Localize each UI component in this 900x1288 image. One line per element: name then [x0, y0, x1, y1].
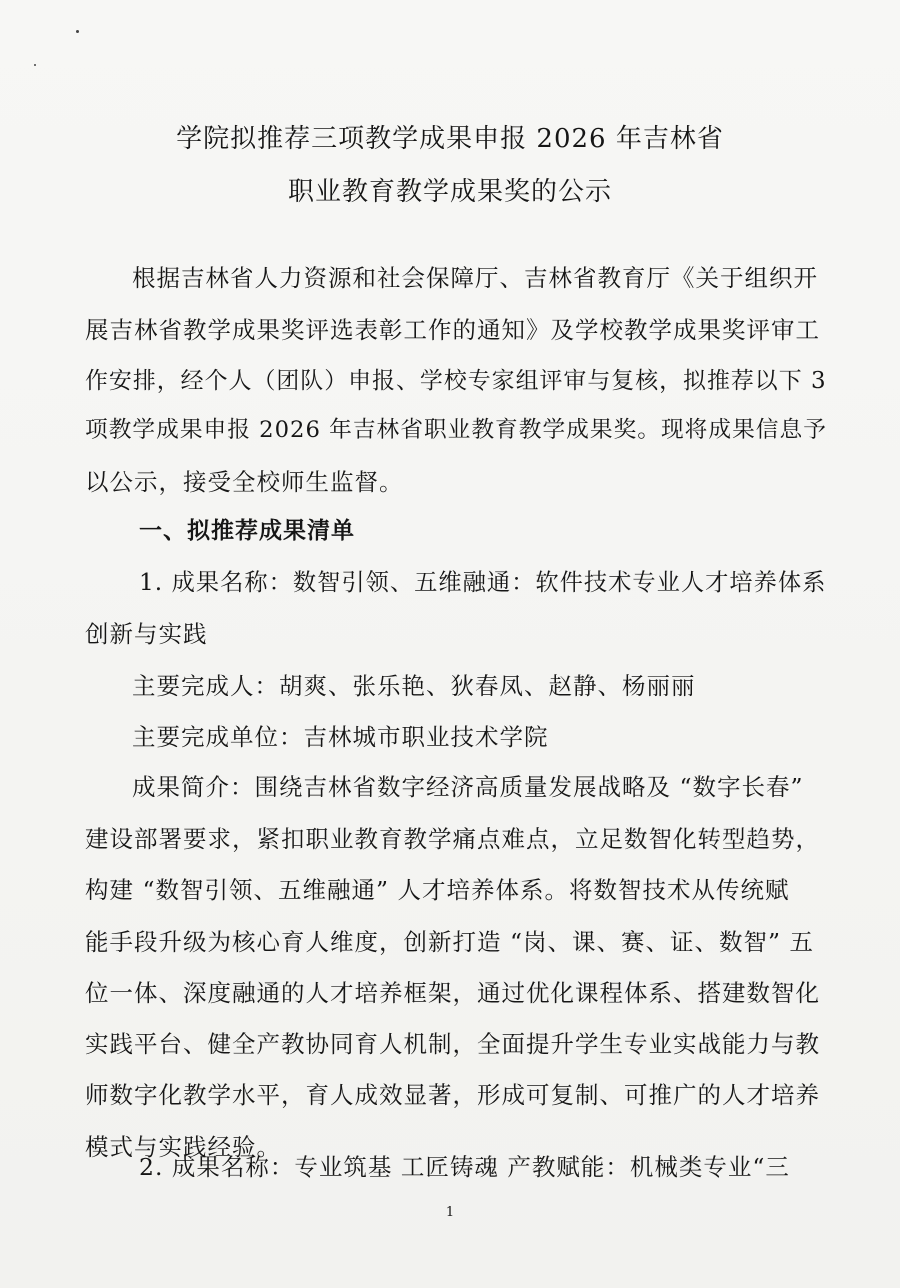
- document-title-line-1: 学院拟推荐三项教学成果申报 2026 年吉林省: [176, 124, 724, 154]
- scan-speck: [76, 30, 79, 33]
- intro-line: 根据吉林省人力资源和社会保障厅、吉林省教育厅《关于组织开: [132, 264, 818, 292]
- item1-name-line: 创新与实践: [85, 620, 208, 648]
- item1-summary-line: 能手段升级为核心育人维度，创新打造 “岗、课、赛、证、数智” 五: [85, 928, 814, 956]
- item1-summary-line: 成果简介：围绕吉林省数字经济高质量发展战略及 “数字长春”: [132, 773, 804, 801]
- item1-summary-line: 师数字化教学水平，育人成效显著，形成可复制、可推广的人才培养: [85, 1081, 820, 1109]
- item1-name-line: 1. 成果名称：数智引领、五维融通：软件技术专业人才培养体系: [139, 569, 827, 596]
- intro-line: 作安排，经个人（团队）申报、学校专家组评审与复核，拟推荐以下 3: [85, 368, 827, 394]
- item1-summary-line: 建设部署要求，紧扣职业教育教学痛点难点，立足数智化转型趋势，: [85, 825, 820, 853]
- intro-line: 以公示，接受全校师生监督。: [85, 468, 404, 496]
- item1-summary-line: 实践平台、健全产教协同育人机制，全面提升学生专业实战能力与教: [85, 1030, 820, 1058]
- intro-line: 展吉林省教学成果奖评选表彰工作的通知》及学校教学成果奖评审工: [85, 316, 820, 344]
- item1-unit: 主要完成单位：吉林城市职业技术学院: [132, 723, 549, 751]
- intro-line: 项教学成果申报 2026 年吉林省职业教育教学成果奖。现将成果信息予: [85, 417, 827, 443]
- page-number: 1: [445, 1205, 455, 1220]
- item1-summary-line: 位一体、深度融通的人才培养框架，通过优化课程体系、搭建数智化: [85, 979, 820, 1007]
- scan-speck: [34, 64, 36, 66]
- item1-summary-line: 构建 “数智引领、五维融通” 人才培养体系。将数智技术从传统赋: [85, 876, 790, 904]
- item1-members: 主要完成人：胡爽、张乐艳、狄春凤、赵静、杨丽丽: [132, 672, 696, 700]
- item2-name-line: 2. 成果名称：专业筑基 工匠铸魂 产教赋能：机械类专业“三: [139, 1153, 790, 1181]
- document-title-line-2: 职业教育教学成果奖的公示: [287, 177, 612, 207]
- section-heading: 一、拟推荐成果清单: [139, 518, 355, 544]
- item1-summary-line: 模式与实践经验。: [85, 1133, 281, 1161]
